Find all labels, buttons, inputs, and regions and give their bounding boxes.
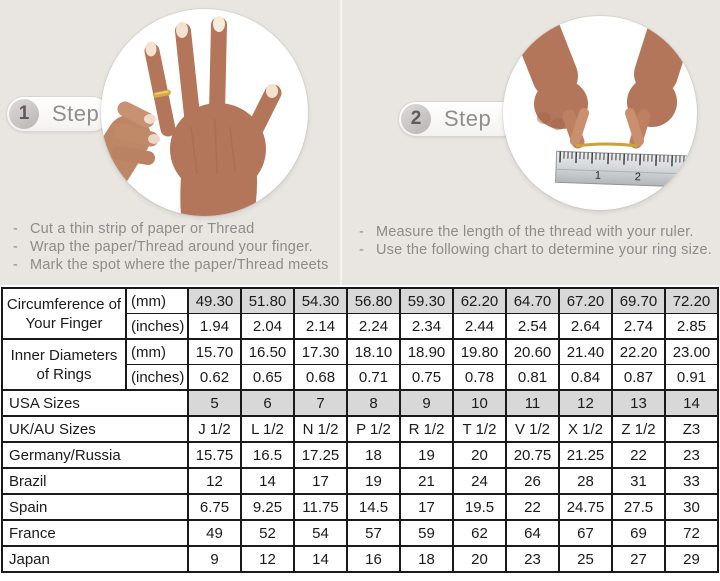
step2-badge: [398, 101, 520, 137]
size-value-cell: 19: [347, 468, 400, 494]
ring-size-chart: [1, 287, 719, 573]
size-value-cell: 12: [559, 390, 612, 416]
row-group-label: Inner Diameters of Rings: [2, 339, 126, 390]
size-value-cell: P 1/2: [347, 416, 400, 442]
step1-label: Step: [52, 101, 100, 126]
step2-number: 2: [401, 104, 431, 134]
size-value-cell: 19.80: [453, 339, 506, 365]
size-value-cell: L 1/2: [241, 416, 294, 442]
size-value-cell: 14: [294, 546, 347, 572]
size-value-cell: 2.04: [241, 314, 294, 340]
main-hand: [146, 16, 279, 216]
size-value-cell: 15.75: [188, 442, 241, 468]
row-group-label: Circumference of Your Finger: [2, 288, 126, 339]
size-value-cell: 18: [400, 546, 453, 572]
size-value-cell: 6.75: [188, 494, 241, 520]
size-value-cell: 20.75: [506, 442, 559, 468]
size-value-cell: 22: [506, 494, 559, 520]
size-value-cell: 2.14: [294, 314, 347, 340]
size-value-cell: 15.70: [188, 339, 241, 365]
size-value-cell: 72.20: [665, 288, 718, 314]
size-value-cell: X 1/2: [559, 416, 612, 442]
size-value-cell: 0.87: [612, 365, 665, 391]
size-value-cell: 21: [400, 468, 453, 494]
size-value-cell: 0.81: [506, 365, 559, 391]
size-value-cell: 59: [400, 520, 453, 546]
size-value-cell: 0.65: [241, 365, 294, 391]
size-value-cell: 62: [453, 520, 506, 546]
size-value-cell: 2.64: [559, 314, 612, 340]
size-value-cell: 49.30: [188, 288, 241, 314]
step2-label: Step: [444, 106, 492, 131]
size-value-cell: 2.74: [612, 314, 665, 340]
size-value-cell: 16.50: [241, 339, 294, 365]
instruction-line: [13, 238, 329, 256]
size-value-cell: N 1/2: [294, 416, 347, 442]
unit-label: (inches): [126, 365, 188, 391]
size-value-cell: 0.84: [559, 365, 612, 391]
size-value-cell: 29: [665, 546, 718, 572]
size-value-cell: 14: [665, 390, 718, 416]
step2-photo: [503, 16, 697, 210]
size-value-cell: 26: [506, 468, 559, 494]
instruction-line: [13, 220, 329, 238]
size-value-cell: 22.20: [612, 339, 665, 365]
step1-photo: [101, 9, 308, 216]
size-value-cell: 12: [188, 468, 241, 494]
step1-badge: [6, 96, 110, 132]
size-value-cell: 11: [506, 390, 559, 416]
size-value-cell: 24.75: [559, 494, 612, 520]
instruction-line: [359, 223, 712, 241]
row-label: Japan: [2, 546, 188, 572]
instruction-text: Mark the spot where the paper/Thread meets: [30, 257, 329, 273]
size-value-cell: 20: [453, 442, 506, 468]
size-value-cell: 17.25: [294, 442, 347, 468]
size-value-cell: 16: [347, 546, 400, 572]
unit-label: (inches): [126, 314, 188, 340]
right-hand: [627, 16, 677, 142]
bullet-dash: -: [359, 224, 365, 240]
size-value-cell: 2.85: [665, 314, 718, 340]
unit-label: (mm): [126, 339, 188, 365]
size-value-cell: 9: [188, 546, 241, 572]
size-value-cell: 23: [665, 442, 718, 468]
size-value-cell: 0.68: [294, 365, 347, 391]
size-value-cell: 5: [188, 390, 241, 416]
size-value-cell: 1.94: [188, 314, 241, 340]
size-value-cell: 13: [612, 390, 665, 416]
size-value-cell: 9: [400, 390, 453, 416]
instruction-text: Wrap the paper/Thread around your finger.: [30, 239, 313, 255]
size-value-cell: 28: [559, 468, 612, 494]
instructions-section: [0, 0, 720, 285]
step2-instructions: [359, 223, 712, 259]
size-value-cell: 11.75: [294, 494, 347, 520]
size-value-cell: 52: [241, 520, 294, 546]
step1-number: 1: [9, 99, 39, 129]
size-value-cell: 64.70: [506, 288, 559, 314]
size-value-cell: 21.40: [559, 339, 612, 365]
size-value-cell: 27: [612, 546, 665, 572]
size-value-cell: 22: [612, 442, 665, 468]
size-value-cell: 51.80: [241, 288, 294, 314]
row-label: Germany/Russia: [2, 442, 188, 468]
size-value-cell: 0.78: [453, 365, 506, 391]
size-value-cell: J 1/2: [188, 416, 241, 442]
size-value-cell: Z3: [665, 416, 718, 442]
size-value-cell: 9.25: [241, 494, 294, 520]
size-value-cell: 21.25: [559, 442, 612, 468]
hand-with-ring-illustration: [101, 9, 308, 216]
size-value-cell: 25: [559, 546, 612, 572]
size-value-cell: 24: [453, 468, 506, 494]
ruler-number-1: 1: [594, 169, 602, 182]
size-value-cell: 67: [559, 520, 612, 546]
size-value-cell: R 1/2: [400, 416, 453, 442]
bullet-dash: -: [13, 257, 19, 273]
size-value-cell: 31: [612, 468, 665, 494]
size-value-cell: 2.24: [347, 314, 400, 340]
size-value-cell: 0.62: [188, 365, 241, 391]
row-label: France: [2, 520, 188, 546]
size-value-cell: 27.5: [612, 494, 665, 520]
bullet-dash: -: [13, 221, 19, 237]
size-value-cell: 10: [453, 390, 506, 416]
size-value-cell: 17: [400, 494, 453, 520]
size-value-cell: 23: [506, 546, 559, 572]
size-value-cell: 14.5: [347, 494, 400, 520]
size-value-cell: 56.80: [347, 288, 400, 314]
size-value-cell: Z 1/2: [612, 416, 665, 442]
size-value-cell: 17: [294, 468, 347, 494]
instruction-text: Measure the length of the thread with your ruler.: [376, 224, 694, 240]
size-value-cell: 54: [294, 520, 347, 546]
instruction-text: Cut a thin strip of paper or Thread: [30, 221, 255, 237]
size-value-cell: 18.90: [400, 339, 453, 365]
size-value-cell: 0.75: [400, 365, 453, 391]
size-value-cell: 2.54: [506, 314, 559, 340]
size-chart-section: [0, 285, 720, 573]
row-label: USA Sizes: [2, 390, 188, 416]
instruction-line: [13, 256, 329, 274]
measuring-thread-illustration: [503, 16, 697, 210]
row-label: Brazil: [2, 468, 188, 494]
size-value-cell: 67.20: [559, 288, 612, 314]
row-label: UK/AU Sizes: [2, 416, 188, 442]
size-value-cell: 69.70: [612, 288, 665, 314]
bullet-dash: -: [13, 239, 19, 255]
thread-icon: [576, 144, 638, 146]
instruction-line: [359, 241, 712, 259]
size-value-cell: T 1/2: [453, 416, 506, 442]
instruction-text: Use the following chart to determine your ring size.: [376, 242, 712, 258]
unit-label: (mm): [126, 288, 188, 314]
size-value-cell: 19.5: [453, 494, 506, 520]
size-value-cell: 19: [400, 442, 453, 468]
size-value-cell: 7: [294, 390, 347, 416]
size-value-cell: 23.00: [665, 339, 718, 365]
ruler-icon: [556, 151, 697, 188]
ruler-number-2: 2: [634, 171, 642, 184]
size-value-cell: 64: [506, 520, 559, 546]
size-value-cell: 16.5: [241, 442, 294, 468]
row-label: Spain: [2, 494, 188, 520]
ruler-number-3: 3: [674, 172, 682, 185]
helper-hand: [101, 109, 160, 197]
size-value-cell: 14: [241, 468, 294, 494]
size-value-cell: 6: [241, 390, 294, 416]
size-value-cell: 0.91: [665, 365, 718, 391]
size-value-cell: 62.20: [453, 288, 506, 314]
bullet-dash: -: [359, 242, 365, 258]
size-value-cell: 12: [241, 546, 294, 572]
size-value-cell: 57: [347, 520, 400, 546]
panel-divider: [340, 0, 342, 285]
size-value-cell: 20.60: [506, 339, 559, 365]
size-value-cell: 18.10: [347, 339, 400, 365]
size-value-cell: 2.34: [400, 314, 453, 340]
size-value-cell: 17.30: [294, 339, 347, 365]
left-hand: [529, 16, 588, 142]
size-value-cell: 20: [453, 546, 506, 572]
size-value-cell: 0.71: [347, 365, 400, 391]
size-value-cell: 54.30: [294, 288, 347, 314]
step1-instructions: [13, 220, 329, 274]
size-value-cell: 69: [612, 520, 665, 546]
size-value-cell: 72: [665, 520, 718, 546]
size-value-cell: 8: [347, 390, 400, 416]
size-value-cell: 33: [665, 468, 718, 494]
size-value-cell: 49: [188, 520, 241, 546]
size-value-cell: 2.44: [453, 314, 506, 340]
size-value-cell: 30: [665, 494, 718, 520]
size-value-cell: 59.30: [400, 288, 453, 314]
size-value-cell: V 1/2: [506, 416, 559, 442]
size-value-cell: 18: [347, 442, 400, 468]
